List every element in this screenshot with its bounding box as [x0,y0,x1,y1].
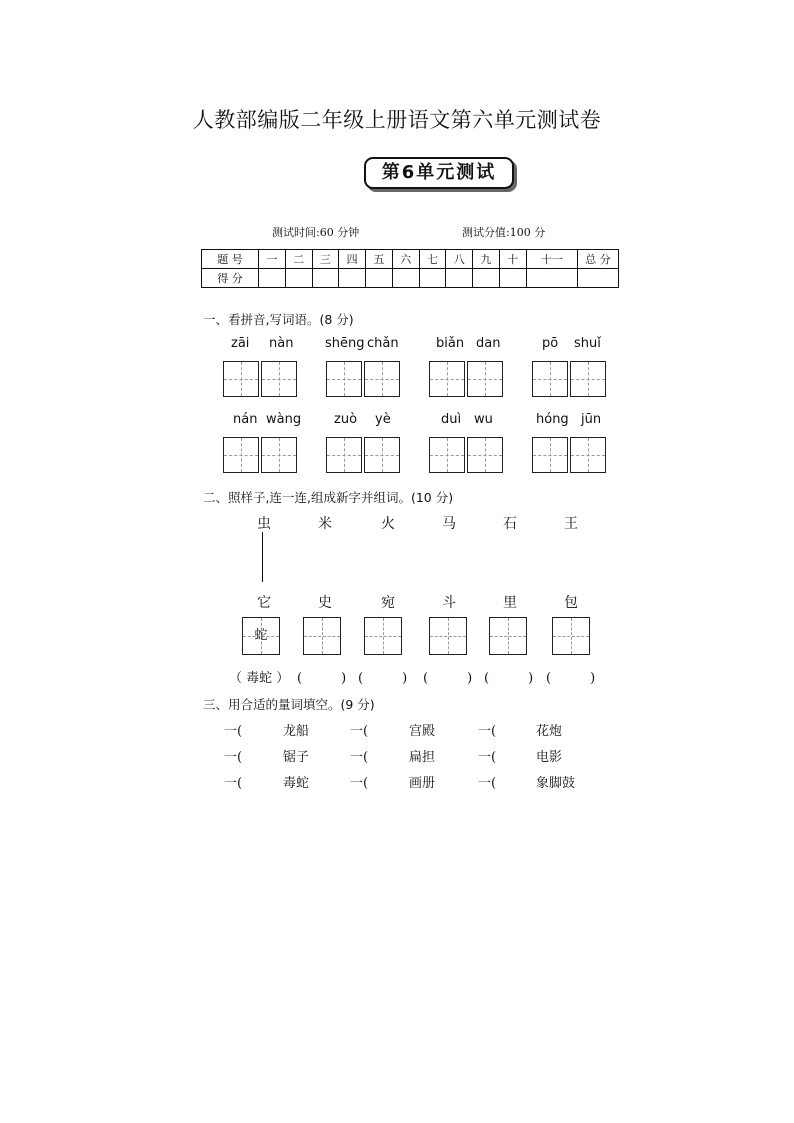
score-header-cell: 三 [312,250,339,269]
score-header-cell: 题 号 [202,250,259,269]
word-blank[interactable]: ( ) [358,671,408,686]
new-char-box-example [242,617,280,655]
score-header-row [202,250,619,269]
score-header-cell: 五 [366,250,393,269]
pinyin: shuǐ [574,336,601,351]
component-char[interactable]: 史 [318,595,332,611]
example-word: （ 毒蛇 ） [229,671,290,686]
measure-prefix[interactable]: 一( [478,776,497,791]
score-header-cell: 七 [419,250,446,269]
score-cell[interactable] [499,269,526,288]
measure-prefix[interactable]: 一( [350,776,369,791]
radical-char[interactable]: 火 [381,516,395,532]
writing-box[interactable] [570,361,606,397]
pinyin: shēng [325,336,365,351]
score-cell[interactable] [366,269,393,288]
measure-noun: 宫殿 [409,724,436,739]
writing-box[interactable] [326,361,362,397]
component-char[interactable]: 斗 [442,595,456,611]
word-blank[interactable]: ( ) [546,671,596,686]
radical-char[interactable]: 马 [442,516,456,532]
score-cell[interactable] [312,269,339,288]
component-char[interactable]: 宛 [381,595,395,611]
pinyin: yè [375,412,391,427]
radical-char[interactable]: 王 [564,516,578,532]
radical-char[interactable]: 虫 [257,516,271,532]
component-char[interactable]: 包 [564,595,578,611]
section1-title: 一、看拼音,写词语。(8 分) [203,312,354,327]
measure-prefix[interactable]: 一( [350,750,369,765]
writing-box[interactable] [570,437,606,473]
pinyin: zāi [231,336,250,351]
score-header-cell: 一 [259,250,286,269]
pinyin: wàng [266,412,302,427]
writing-box[interactable] [364,361,400,397]
writing-box[interactable] [532,361,568,397]
measure-prefix[interactable]: 一( [350,724,369,739]
pinyin: wu [474,412,493,427]
example-connect-line [262,532,263,582]
writing-box[interactable] [532,437,568,473]
writing-box[interactable] [429,361,465,397]
score-header-cell: 四 [339,250,366,269]
component-char[interactable]: 它 [257,595,271,611]
radical-char[interactable]: 米 [318,516,332,532]
score-cell[interactable] [339,269,366,288]
score-header-cell: 八 [446,250,473,269]
new-char-box[interactable] [364,617,402,655]
score-cell[interactable] [526,269,577,288]
writing-box[interactable] [467,361,503,397]
score-row-label: 得 分 [202,269,259,288]
measure-noun: 龙船 [283,724,310,739]
word-blank[interactable]: ( ) [297,671,347,686]
unit-test-badge: 第6单元测试 [364,157,514,189]
score-header-cell: 十一 [526,250,577,269]
example-new-char: 蛇 [254,628,268,643]
measure-noun: 电影 [536,750,563,765]
score-cell[interactable] [578,269,619,288]
pinyin: duì [441,412,462,427]
score-cell[interactable] [419,269,446,288]
measure-prefix[interactable]: 一( [224,750,243,765]
score-header-cell: 二 [285,250,312,269]
writing-box[interactable] [429,437,465,473]
writing-box[interactable] [261,437,297,473]
word-blank[interactable]: ( ) [484,671,534,686]
writing-box[interactable] [261,361,297,397]
test-score: 测试分值:100 分 [462,226,546,239]
component-char[interactable]: 里 [503,595,517,611]
measure-prefix[interactable]: 一( [224,776,243,791]
pinyin: pō [542,336,559,351]
new-char-box[interactable] [552,617,590,655]
measure-prefix[interactable]: 一( [224,724,243,739]
score-cell[interactable] [446,269,473,288]
document-title: 人教部编版二年级上册语文第六单元测试卷 [192,108,602,132]
writing-box[interactable] [223,361,259,397]
pinyin: jūn [581,412,602,427]
score-header-cell: 十 [499,250,526,269]
radical-char[interactable]: 石 [503,516,517,532]
writing-box[interactable] [467,437,503,473]
pinyin: biǎn [436,336,465,351]
new-char-box[interactable] [429,617,467,655]
measure-noun: 花炮 [536,724,563,739]
word-blank[interactable]: ( ) [423,671,473,686]
measure-prefix[interactable]: 一( [478,750,497,765]
pinyin: chǎn [367,336,399,351]
pinyin: nàn [269,336,294,351]
measure-prefix[interactable]: 一( [478,724,497,739]
score-cell[interactable] [259,269,286,288]
score-header-cell: 六 [392,250,419,269]
score-cell[interactable] [285,269,312,288]
section2-title: 二、照样子,连一连,组成新字并组词。(10 分) [203,490,454,505]
pinyin: dan [476,336,501,351]
measure-noun: 锯子 [283,750,310,765]
section3-title: 三、用合适的量词填空。(9 分) [203,697,375,712]
score-input-row [202,269,619,288]
score-header-cell: 九 [473,250,500,269]
writing-box[interactable] [326,437,362,473]
pinyin: nán [233,412,258,427]
writing-box[interactable] [223,437,259,473]
new-char-box[interactable] [489,617,527,655]
score-cell[interactable] [473,269,500,288]
score-table [201,249,619,288]
measure-noun: 画册 [409,776,436,791]
new-char-box[interactable] [303,617,341,655]
writing-box[interactable] [364,437,400,473]
score-cell[interactable] [392,269,419,288]
score-header-cell: 总 分 [578,250,619,269]
test-time: 测试时间:60 分钟 [272,226,360,239]
measure-noun: 象脚鼓 [536,776,576,791]
measure-noun: 扁担 [409,750,436,765]
measure-noun: 毒蛇 [283,776,310,791]
pinyin: hóng [536,412,569,427]
pinyin: zuò [334,412,358,427]
